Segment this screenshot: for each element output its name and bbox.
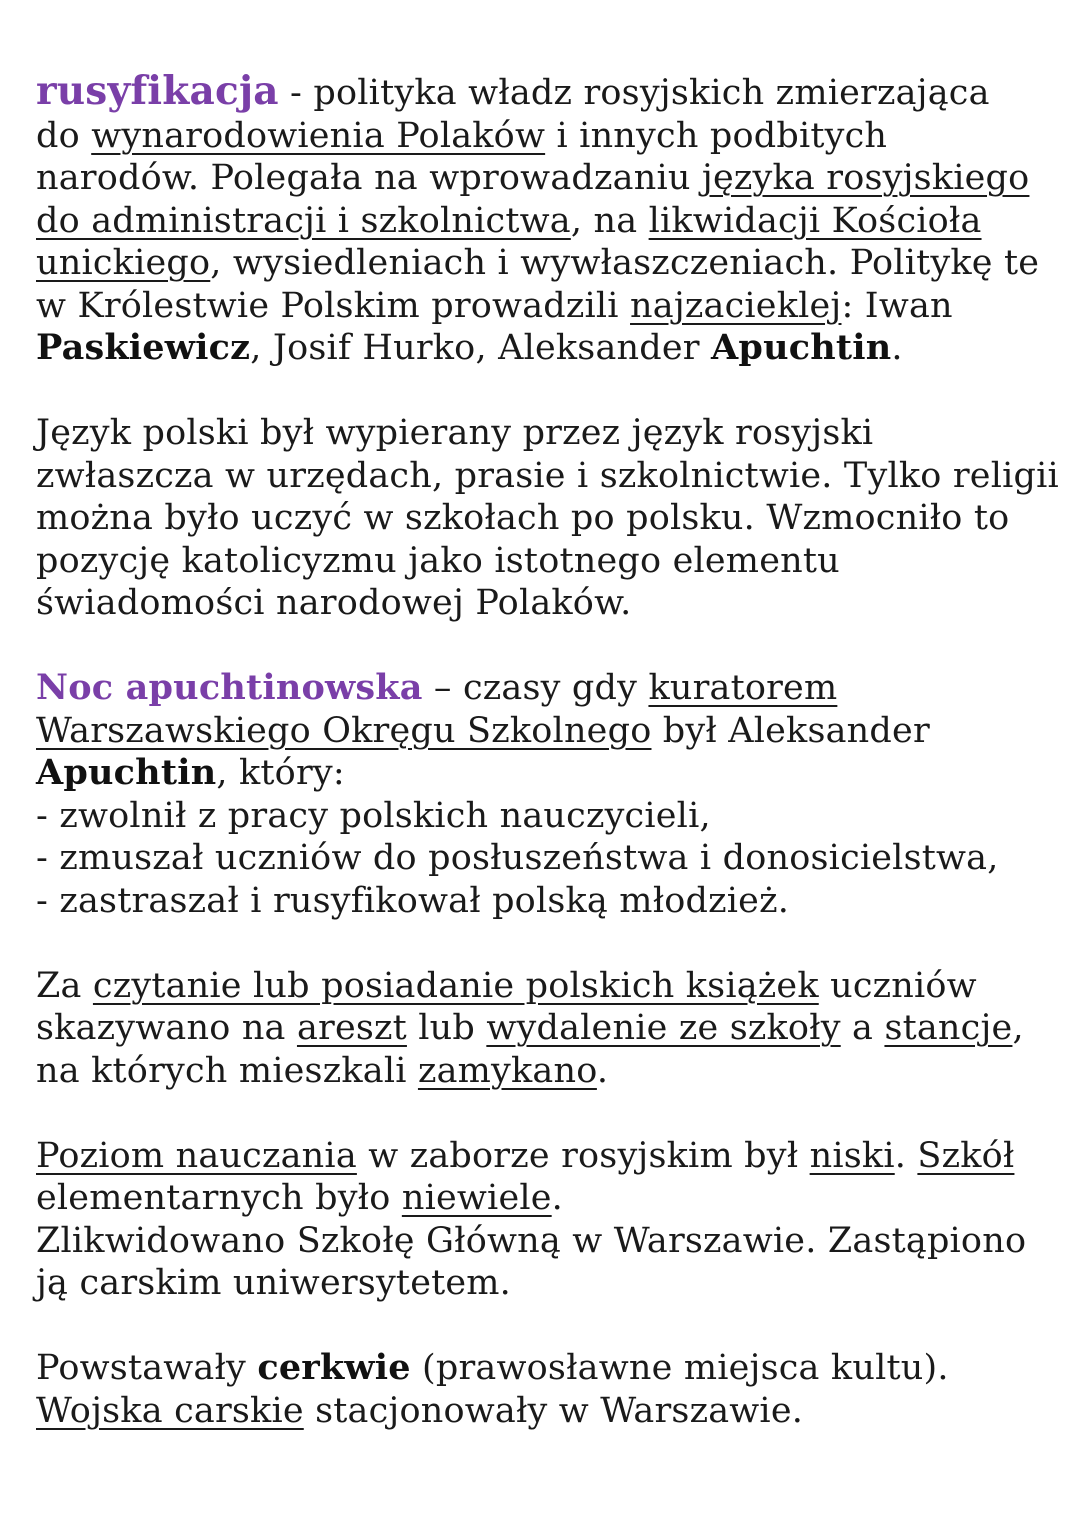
text-line: Warszawskiego Okręgu Szkolnego był Aleksander — [36, 710, 930, 751]
underlined-phrase: areszt — [296, 1008, 407, 1048]
bullet-item: - zmuszał uczniów do posłuszeństwa i donosicielstwa, — [36, 838, 999, 878]
paragraph-kary — [36, 965, 1046, 1093]
underlined-phrase: zamykano — [417, 1050, 597, 1091]
text-line: na których mieszkali zamykano. — [36, 1050, 609, 1091]
bold-term: cerkwie — [257, 1347, 411, 1388]
term-noc-apuchtinowska: Noc apuchtinowska — [36, 667, 423, 708]
underlined-phrase: stancje — [884, 1008, 1013, 1048]
text-line: można było uczyć w szkołach po polsku. Wzmocniło to — [36, 498, 1010, 538]
text-line: pozycję katolicyzmu jako istotnego elementu — [36, 540, 840, 581]
text-line: ją carskim uniwersytetem. — [36, 1263, 512, 1303]
paragraph-rusyfikacja — [36, 70, 1046, 370]
text-line: Język polski był wypierany przez język rosyjski — [36, 413, 874, 453]
text-line: rusyfikacja - polityka władz rosyjskich zmierzająca — [36, 68, 990, 114]
bullet-item: - zwolnił z pracy polskich nauczycieli, — [36, 795, 711, 836]
text-line: elementarnych było niewiele. — [36, 1178, 563, 1218]
text-line: Poziom nauczania w zaborze rosyjskim był niski. Szkół — [36, 1135, 1015, 1176]
text-line: narodów. Polegała na wprowadzaniu języka rosyjskiego — [36, 158, 1030, 198]
underlined-phrase: Wojska carskie — [36, 1390, 304, 1431]
underlined-phrase: niski — [809, 1135, 895, 1176]
term-rusyfikacja: rusyfikacja — [36, 68, 279, 114]
underlined-phrase: do administracji i szkolnictwa — [36, 200, 571, 241]
bold-name: Paskiewicz — [36, 327, 251, 368]
text-line: Zlikwidowano Szkołę Główną w Warszawie. Zastąpiono — [36, 1220, 1027, 1261]
underlined-phrase: niewiele — [401, 1178, 552, 1218]
underlined-phrase: kuratorem — [648, 668, 838, 708]
text-line: w Królestwie Polskim prowadzili najzacieklej: Iwan — [36, 285, 953, 326]
text-line: Powstawały cerkwie (prawosławne miejsca kultu). — [36, 1347, 949, 1388]
underlined-phrase: języka rosyjskiego — [701, 158, 1030, 198]
text-line: świadomości narodowej Polaków. — [36, 583, 632, 623]
text-line: Apuchtin, który: — [36, 752, 345, 793]
text-line: Za czytanie lub posiadanie polskich książek uczniów — [36, 965, 977, 1006]
paragraph-noc-apuchtinowska — [36, 667, 1046, 922]
underlined-phrase: najzacieklej — [630, 285, 842, 326]
text-line: Wojska carskie stacjonowały w Warszawie. — [36, 1390, 804, 1431]
text-line: skazywano na areszt lub wydalenie ze szkoły a stancje, — [36, 1008, 1024, 1048]
underlined-phrase: Warszawskiego Okręgu Szkolnego — [36, 710, 652, 751]
text-line: Noc apuchtinowska – czasy gdy kuratorem — [36, 667, 838, 708]
bullet-item: - zastraszał i rusyfikował polską młodzież. — [36, 880, 790, 921]
text-line: Paskiewicz, Josif Hurko, Aleksander Apuchtin. — [36, 327, 903, 368]
bold-name: Apuchtin — [36, 752, 217, 793]
underlined-phrase: czytanie lub posiadanie polskich książek — [92, 965, 819, 1006]
paragraph-jezyk-polski — [36, 412, 1059, 625]
underlined-phrase: likwidacji Kościoła — [648, 200, 982, 241]
paragraph-cerkwie — [36, 1347, 1046, 1432]
text-line: zwłaszcza w urzędach, prasie i szkolnictwie. Tylko religii — [36, 455, 1059, 496]
underlined-phrase: wynarodowienia Polaków — [91, 115, 546, 156]
underlined-phrase: Szkół — [917, 1135, 1015, 1176]
note-page — [36, 68, 1059, 1475]
text-line: unickiego, wysiedleniach i wywłaszczeniach. Politykę te — [36, 243, 1040, 283]
paragraph-poziom-nauczania — [36, 1135, 1046, 1305]
underlined-phrase: wydalenie ze szkoły — [486, 1008, 841, 1048]
underlined-phrase: unickiego — [36, 243, 211, 283]
underlined-phrase: Poziom nauczania — [36, 1135, 357, 1176]
text-line: do administracji i szkolnictwa, na likwidacji Kościoła — [36, 200, 982, 241]
text-line: do wynarodowienia Polaków i innych podbitych — [36, 115, 888, 156]
bold-name: Apuchtin — [711, 327, 892, 368]
